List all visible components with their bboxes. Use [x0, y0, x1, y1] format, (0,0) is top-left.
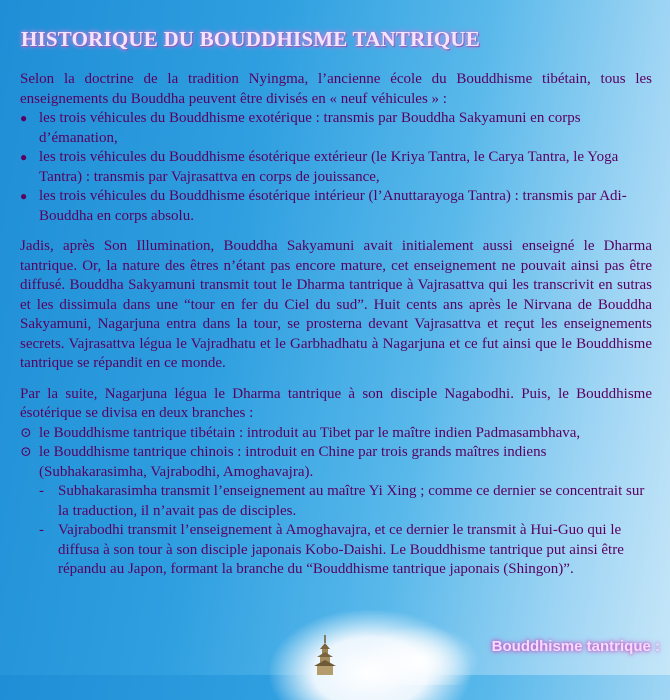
bullet-icon: ● — [20, 189, 28, 203]
article-body — [20, 70, 652, 580]
dash-icon: - — [39, 483, 44, 499]
list-item: ⊙ le Bouddhisme tantrique chinois : introduit en Chine par trois grands maîtres indiens (Subhakarasimha, Vajrabodhi, Amoghavajra). — [20, 444, 547, 480]
footer-section-label: Bouddhisme tantrique : — [491, 638, 660, 655]
page-title: HISTORIQUE DU BOUDDHISME TANTRIQUE — [21, 27, 480, 51]
list-item: ⊙ le Bouddhisme tantrique tibétain : introduit au Tibet par le maître indien Padmasambhava, — [20, 424, 652, 444]
intro-paragraph: Selon la doctrine de la tradition Nyingma, l’ancienne école du Bouddhisme tibétain, tous les enseignements du Bouddha peuvent être divisés en « neuf véhicules » : — [20, 71, 652, 107]
list-item: - Vajrabodhi transmit l’enseignement à Amoghavajra, et ce dernier le transmit à Hui-Guo qui le diffusa à son tour à son disciple japonais Kobo-Daishi. Le Bouddhisme tantrique put ainsi être répandu au Japon, formant la branche du “Bouddhisme tantrique japonais (Shingon)”. — [39, 522, 624, 577]
dash-icon: - — [39, 522, 44, 538]
chinese-branch-sublist — [20, 482, 652, 580]
vehicles-list — [20, 109, 652, 226]
list-item: ● les trois véhicules du Bouddhisme ésotérique intérieur (l’Anuttarayoga Tantra) : transmis par Adi-Bouddha en corps absolu. — [20, 188, 627, 224]
bullet-icon: ● — [20, 150, 28, 164]
list-item: - Subhakarasimha transmit l’enseignement au maître Yi Xing ; comme ce dernier se concentrait sur la traduction, il n’avait pas de disciples. — [39, 483, 645, 519]
bullet-icon: ● — [20, 111, 28, 125]
pagoda-icon — [312, 635, 338, 675]
list-item: ● les trois véhicules du Bouddhisme exotérique : transmis par Bouddha Sakyamuni en corps d’émanation, — [20, 110, 581, 146]
branches-paragraph: Par la suite, Nagarjuna légua le Dharma tantrique à son disciple Nagabodhi. Puis, le Bouddhisme ésotérique se divisa en deux branches : — [20, 385, 652, 421]
history-paragraph: Jadis, après Son Illumination, Bouddha Sakyamuni avait initialement aussi enseigné le Dharma tantrique. Or, la nature des êtres n’étant pas encore mature, cet enseignement ne pouvait ainsi pas être diffusé. Bouddha Sakyamuni transmit tout le Dharma tantrique à Vajrasattva qui les transcrivit en sutras et les dissimula dans une “tour en fer du Ciel du sud”. Huit cents ans après le Nirvana de Bouddha Sakyamuni, Nagarjuna entra dans la tour, se prosterna devant Vajrasattva et reçut les enseignements secrets. Vajrasattva légua le Vajradhatu et le Garbhadhatu à Nagarjuna et ce fut ainsi que le Bouddhisme tantrique se répandit en ce monde. — [20, 238, 652, 371]
circled-dot-icon: ⊙ — [20, 445, 32, 460]
branches-list — [20, 424, 652, 483]
list-item: ● les trois véhicules du Bouddhisme ésotérique extérieur (le Kriya Tantra, le Carya Tantra, le Yoga Tantra) : transmis par Vajrasattva en corps de jouissance, — [20, 149, 619, 185]
background-cloud — [360, 625, 480, 685]
circled-dot-icon: ⊙ — [20, 425, 32, 441]
